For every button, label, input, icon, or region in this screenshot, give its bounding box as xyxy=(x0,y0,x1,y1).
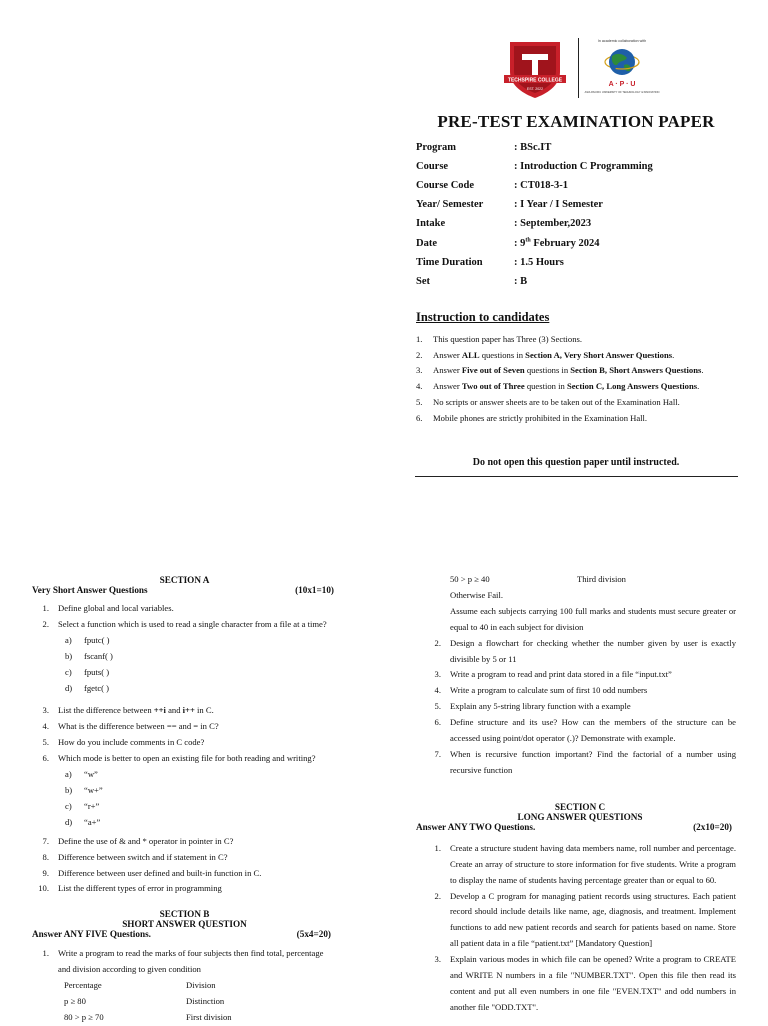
question-b7: 7. When is recursive function important? Find the factorial of a number using recursive function xyxy=(434,748,736,775)
detail-year-semester: Year/ Semester : I Year / I Semester xyxy=(416,199,603,211)
instructions-list xyxy=(416,331,746,426)
section-b-subheading: Answer ANY FIVE Questions. (5x4=20) xyxy=(32,929,331,940)
detail-set: Set : B xyxy=(416,275,528,287)
assume-text: Assume each subjects carrying 100 full marks and students must secure greater or equal to 40 in each subject for division xyxy=(450,605,736,632)
section-b-heading: SECTION B xyxy=(159,909,210,920)
detail-course-code: Course Code : CT018-3-1 xyxy=(416,180,568,192)
option: b) fscanf( ) xyxy=(65,650,113,661)
otherwise-text: Otherwise Fail. xyxy=(450,589,503,600)
svg-text:EST. 2022: EST. 2022 xyxy=(526,87,544,91)
exam-title: PRE-TEST EXAMINATION PAPER xyxy=(437,112,715,131)
question-b2: 2. Design a flowchart for checking whether the number given by user is exactly divisible by 5 or 11 xyxy=(434,637,736,664)
section-c-heading: SECTION C xyxy=(554,801,606,812)
option: d) fgetc( ) xyxy=(65,682,110,693)
question-c3: 3. Explain various modes in which file can be opened? Write a program to CREATE and WRITE N numbers in a file "NUMBER.TXT". Open this file then read its content and put all even numbers in one file "EVEN.TXT" and odd numbers in another file "ODD.TXT". xyxy=(434,954,736,1012)
section-a xyxy=(32,575,337,1026)
question-a2: 2. Select a function which is used to read a single character from a file at a time? xyxy=(42,618,327,629)
question-c2: 2. Develop a C program for managing patient records using structures. Each patient record should include details like name, age, diagnosis, and treatment. Implement functions to add new patient records and search for patients based on name. Store all patient data in a file “patient.txt” [Mandatory Question] xyxy=(434,890,736,949)
header-logos xyxy=(500,38,660,100)
option: a) fputc( ) xyxy=(65,634,110,645)
logo-divider xyxy=(578,38,579,98)
option: c) “r+” xyxy=(65,800,100,811)
question-a10: 10. List the different types of error in programming xyxy=(38,883,222,894)
division-table-row: 80 > p ≥ 70 First division xyxy=(64,1011,232,1022)
instruction-item: 4. Answer Two out of Three question in Section C, Long Answers Questions. xyxy=(416,381,700,392)
division-table-row: Percentage Division xyxy=(64,980,216,991)
question-a3: 3. List the difference between ++i and i++ in C. xyxy=(42,705,214,716)
division-table-row: p ≥ 80 Distinction xyxy=(64,996,225,1007)
option: b) “w+” xyxy=(65,784,103,795)
question-c1: 1. Create a structure student having data members name, roll number and percentage. Create an array of structure to store information for five students. Write a program to display the name of students having percentage greater than or equal to 60. xyxy=(434,842,736,885)
question-b5: 5. Explain any 5-string library function with a example xyxy=(434,701,631,712)
section-c-subheading: Answer ANY TWO Questions. (2x10=20) xyxy=(416,821,732,832)
question-a6: 6. Which mode is better to open an existing file for both reading and writing? xyxy=(42,753,316,764)
section-a-heading: SECTION A xyxy=(159,575,210,585)
section-a-subheading: Very Short Answer Questions (10x1=10) xyxy=(32,585,334,595)
section-b-heading-2: SHORT ANSWER QUESTION xyxy=(122,919,247,930)
division-table-row: 50 > p ≥ 40 Third division xyxy=(450,574,626,584)
detail-intake: Intake : September,2023 xyxy=(416,218,592,230)
svg-text:ASIA PACIFIC UNIVERSITY OF TEC: ASIA PACIFIC UNIVERSITY OF TECHNOLOGY & INNOVATION xyxy=(584,91,660,94)
college-crest-logo xyxy=(500,38,570,100)
question-a8: 8. Difference between switch and if statement in C? xyxy=(42,851,228,862)
instruction-item: 2. Answer ALL questions in Section A, Very Short Answer Questions. xyxy=(416,349,675,360)
question-b1: 1. Write a program to read the marks of four subjects then find total, percentage and division according to given condition xyxy=(42,948,324,975)
question-b4: 4. Write a program to calculate sum of first 10 odd numbers xyxy=(434,685,648,696)
option: c) fputs( ) xyxy=(65,666,110,677)
apu-logo xyxy=(584,38,660,100)
detail-course: Course : Introduction C Programming xyxy=(416,161,653,173)
instructions-heading: Instruction to candidates xyxy=(416,310,550,324)
detail-time-duration: Time Duration : 1.5 Hours xyxy=(416,256,564,268)
detail-program: Program : BSc.IT xyxy=(416,142,552,154)
detail-date: Date : 9th February 2024 xyxy=(416,237,600,249)
instruction-item: 1. This question paper has Three (3) Sections. xyxy=(416,333,583,344)
question-a7: 7. Define the use of & and * operator in pointer in C? xyxy=(42,835,234,846)
question-a1: 1. Define global and local variables. xyxy=(42,603,174,613)
question-a5: 5. How do you include comments in C code? xyxy=(42,737,205,748)
svg-text:In academic collaboration with: In academic collaboration with xyxy=(597,39,647,43)
horizontal-rule xyxy=(415,476,738,477)
exam-details xyxy=(416,138,746,291)
question-b6: 6. Define structure and its use? How can the members of the structure can be accessed using point/dot operator (.)? Demonstrate with example. xyxy=(434,717,736,744)
option: a) “w” xyxy=(65,769,98,780)
question-b3: 3. Write a program to read and print data stored in a file “input.txt” xyxy=(434,669,672,680)
instruction-item: 5. No scripts or answer sheets are to be taken out of the Examination Hall. xyxy=(416,397,680,408)
notice-text: Do not open this question paper until instructed. xyxy=(472,457,680,468)
svg-text:A · P · U: A · P · U xyxy=(608,81,636,88)
question-a9: 9. Difference between user defined and built-in function in C. xyxy=(42,867,262,878)
instruction-item: 3. Answer Five out of Seven questions in Section B, Short Answers Questions. xyxy=(416,365,704,376)
svg-text:TECHSPIRE COLLEGE: TECHSPIRE COLLEGE xyxy=(507,77,563,84)
option: d) “a+” xyxy=(65,816,101,827)
instruction-item: 6. Mobile phones are strictly prohibited in the Examination Hall. xyxy=(416,412,648,423)
question-a4: 4. What is the difference between == and = in C? xyxy=(42,721,219,732)
section-c-heading-2: LONG ANSWER QUESTIONS xyxy=(517,811,643,822)
right-column xyxy=(416,572,736,1016)
